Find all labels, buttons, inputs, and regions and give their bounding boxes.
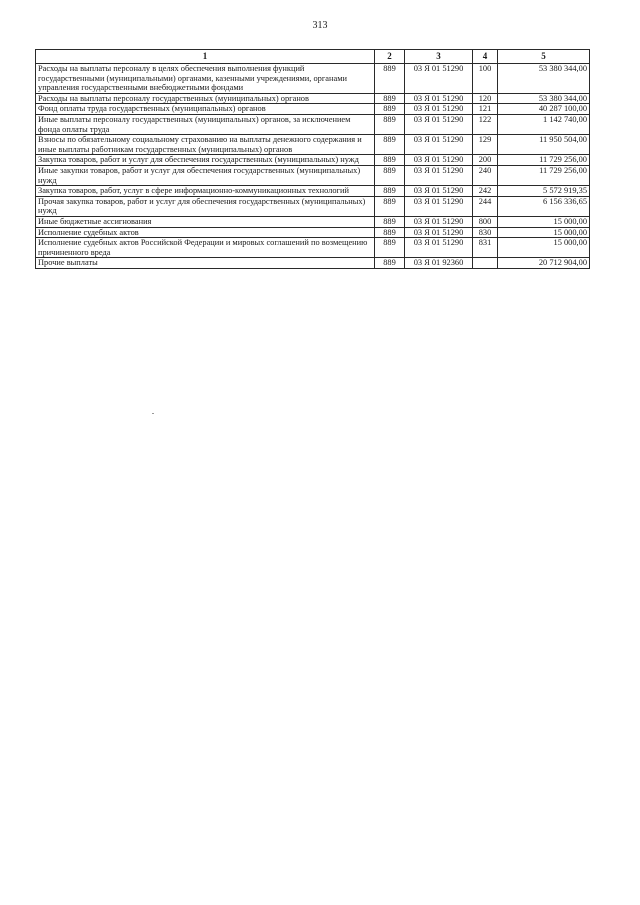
row-grbs-cell: 889 <box>375 104 405 115</box>
row-grbs-cell: 889 <box>375 165 405 185</box>
table-row <box>36 135 590 155</box>
budget-table <box>35 49 590 269</box>
row-vr-cell: 831 <box>473 238 498 258</box>
row-csr-cell: 03 Я 01 51290 <box>405 135 473 155</box>
row-amount-cell: 15 000,00 <box>498 216 590 227</box>
table-row <box>36 93 590 104</box>
row-name-cell: Взносы по обязательному социальному страхованию на выплаты денежного содержания и иные выплаты работникам государственных (муниципальных) органов <box>36 135 375 155</box>
row-amount-cell: 5 572 919,35 <box>498 186 590 197</box>
row-name-cell: Закупка товаров, работ и услуг для обеспечения государственных (муниципальных) нужд <box>36 155 375 166</box>
row-grbs-cell: 889 <box>375 258 405 269</box>
row-grbs-cell: 889 <box>375 114 405 134</box>
row-vr-cell: 120 <box>473 93 498 104</box>
table-row <box>36 155 590 166</box>
table-row <box>36 186 590 197</box>
row-csr-cell: 03 Я 01 51290 <box>405 104 473 115</box>
row-csr-cell: 03 Я 01 51290 <box>405 238 473 258</box>
row-vr-cell: 100 <box>473 64 498 94</box>
row-name-cell: Исполнение судебных актов <box>36 227 375 238</box>
row-name-cell: Прочие выплаты <box>36 258 375 269</box>
row-amount-cell: 40 287 100,00 <box>498 104 590 115</box>
row-csr-cell: 03 Я 01 51290 <box>405 64 473 94</box>
row-name-cell: Иные выплаты персоналу государственных (муниципальных) органов, за исключением фонда оплаты труда <box>36 114 375 134</box>
row-csr-cell: 03 Я 01 92360 <box>405 258 473 269</box>
row-vr-cell: 129 <box>473 135 498 155</box>
row-csr-cell: 03 Я 01 51290 <box>405 165 473 185</box>
row-name-cell: Закупка товаров, работ, услуг в сфере информационно-коммуникационных технологий <box>36 186 375 197</box>
row-grbs-cell: 889 <box>375 155 405 166</box>
row-vr-cell: 200 <box>473 155 498 166</box>
row-amount-cell: 15 000,00 <box>498 227 590 238</box>
row-grbs-cell: 889 <box>375 196 405 216</box>
row-amount-cell: 11 729 256,00 <box>498 155 590 166</box>
row-grbs-cell: 889 <box>375 135 405 155</box>
row-name-cell: Расходы на выплаты персоналу в целях обеспечения выполнения функций государственными (муниципальными) органами, казенными учреждениями, органами управления государственными внебюджетными фондами <box>36 64 375 94</box>
table-row <box>36 196 590 216</box>
row-name-cell: Иные закупки товаров, работ и услуг для обеспечения государственных (муниципальных) нужд <box>36 165 375 185</box>
table-row <box>36 114 590 134</box>
row-amount-cell: 11 950 504,00 <box>498 135 590 155</box>
row-amount-cell: 53 380 344,00 <box>498 93 590 104</box>
row-csr-cell: 03 Я 01 51290 <box>405 186 473 197</box>
row-vr-cell: 240 <box>473 165 498 185</box>
row-amount-cell: 11 729 256,00 <box>498 165 590 185</box>
page-number: 313 <box>312 20 328 31</box>
row-csr-cell: 03 Я 01 51290 <box>405 93 473 104</box>
row-vr-cell: 242 <box>473 186 498 197</box>
row-vr-cell: 121 <box>473 104 498 115</box>
row-name-cell: Иные бюджетные ассигнования <box>36 216 375 227</box>
table-row <box>36 238 590 258</box>
table-row <box>36 258 590 269</box>
row-amount-cell: 1 142 740,00 <box>498 114 590 134</box>
row-name-cell: Прочая закупка товаров, работ и услуг для обеспечения государственных (муниципальных) нужд <box>36 196 375 216</box>
header-col-5: 5 <box>498 50 590 64</box>
row-name-cell: Расходы на выплаты персоналу государственных (муниципальных) органов <box>36 93 375 104</box>
row-grbs-cell: 889 <box>375 227 405 238</box>
row-csr-cell: 03 Я 01 51290 <box>405 216 473 227</box>
row-amount-cell: 53 380 344,00 <box>498 64 590 94</box>
row-csr-cell: 03 Я 01 51290 <box>405 227 473 238</box>
row-vr-cell <box>473 258 498 269</box>
row-vr-cell: 800 <box>473 216 498 227</box>
scan-speck <box>152 413 154 414</box>
row-amount-cell: 6 156 336,65 <box>498 196 590 216</box>
row-amount-cell: 15 000,00 <box>498 238 590 258</box>
row-name-cell: Фонд оплаты труда государственных (муниципальных) органов <box>36 104 375 115</box>
row-name-cell: Исполнение судебных актов Российской Федерации и мировых соглашений по возмещению причиненного вреда <box>36 238 375 258</box>
table-row <box>36 227 590 238</box>
table-row <box>36 165 590 185</box>
table-body <box>36 64 590 269</box>
row-vr-cell: 830 <box>473 227 498 238</box>
row-grbs-cell: 889 <box>375 186 405 197</box>
row-grbs-cell: 889 <box>375 238 405 258</box>
header-col-1: 1 <box>36 50 375 64</box>
table-row <box>36 216 590 227</box>
header-col-2: 2 <box>375 50 405 64</box>
table-header-row <box>36 50 590 64</box>
row-grbs-cell: 889 <box>375 64 405 94</box>
row-vr-cell: 122 <box>473 114 498 134</box>
row-amount-cell: 20 712 904,00 <box>498 258 590 269</box>
header-col-3: 3 <box>405 50 473 64</box>
header-col-4: 4 <box>473 50 498 64</box>
row-csr-cell: 03 Я 01 51290 <box>405 114 473 134</box>
row-csr-cell: 03 Я 01 51290 <box>405 155 473 166</box>
table-row <box>36 104 590 115</box>
table-row <box>36 64 590 94</box>
row-vr-cell: 244 <box>473 196 498 216</box>
row-csr-cell: 03 Я 01 51290 <box>405 196 473 216</box>
row-grbs-cell: 889 <box>375 93 405 104</box>
row-grbs-cell: 889 <box>375 216 405 227</box>
